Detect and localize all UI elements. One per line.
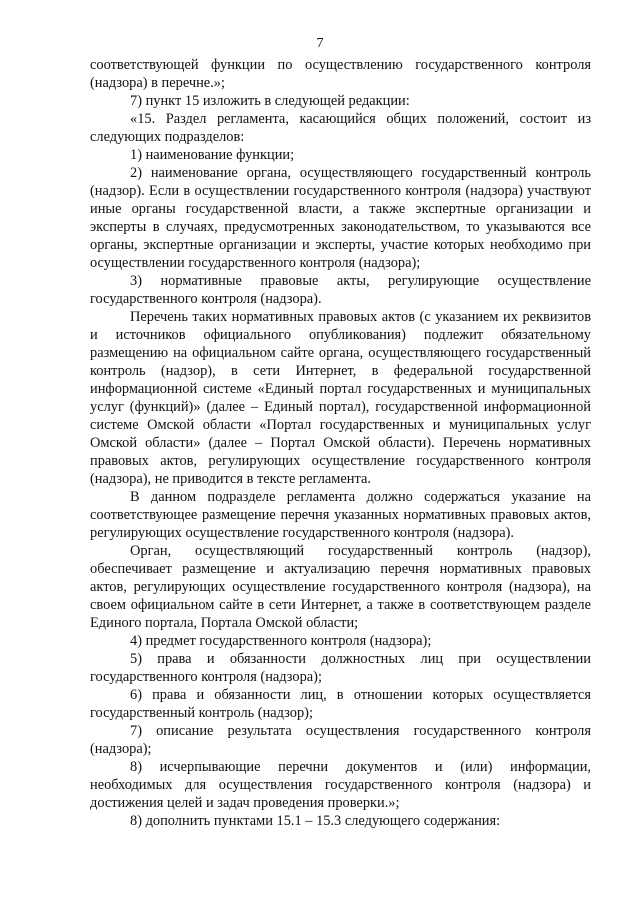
- paragraph-subitem-2: 2) наименование органа, осуществляющего государственный контроль (надзор). Если в осуществлении государственного контроля (надзора) участвуют иные органы государственной власти, а также экспертные организации и эксперты в случаях, предусмотренных законодательством, то указываются все органы, экспертные организации и эксперты, участие которых необходимо при осуществлении государственного контроля (надзора);: [90, 165, 591, 271]
- document-body: [90, 56, 591, 830]
- page-number: 7: [316, 36, 324, 51]
- paragraph-subitem-5: 5) права и обязанности должностных лиц при осуществлении государственного контроля (надзора);: [90, 651, 591, 685]
- paragraph-section-15: «15. Раздел регламента, касающийся общих положений, состоит из следующих подразделов:: [90, 111, 591, 145]
- paragraph-subitem-3: 3) нормативные правовые акты, регулирующие осуществление государственного контроля (надзора).: [90, 273, 591, 307]
- paragraph-subitem-1: 1) наименование функции;: [130, 147, 295, 163]
- paragraph-acts-list: Перечень таких нормативных правовых актов (с указанием их реквизитов и источников официального опубликования) подлежит обязательному размещению на официальном сайте органа, осуществляющего государственный контроль (надзор), в сети Интернет, в федеральной государственной информационной системе «Единый портал государственных и муниципальных услуг (функций)» (далее – Единый портал), государственной информационной системе Омской области «Портал государственных и муниципальных услуг Омской области» (далее – Портал Омской области). Перечень нормативных правовых актов, регулирующих осуществление государственного контроля (надзора), не приводится в тексте регламента.: [90, 309, 591, 487]
- paragraph-subitem-8: 8) исчерпывающие перечни документов и (или) информации, необходимых для осуществления государственного контроля (надзора) и достижения целей и задач проведения проверки.»;: [90, 759, 591, 811]
- paragraph-subitem-4: 4) предмет государственного контроля (надзора);: [130, 633, 432, 649]
- paragraph-subitem-7: 7) описание результата осуществления государственного контроля (надзора);: [90, 723, 591, 757]
- paragraph-item-7: 7) пункт 15 изложить в следующей редакции:: [130, 93, 410, 109]
- paragraph-item-8: 8) дополнить пунктами 15.1 – 15.3 следующего содержания:: [130, 813, 501, 829]
- paragraph-subitem-6: 6) права и обязанности лиц, в отношении которых осуществляется государственный контроль (надзор);: [90, 687, 591, 721]
- paragraph-continuation: соответствующей функции по осуществлению государственного контроля (надзора) в перечне.»;: [90, 57, 591, 91]
- paragraph-placement-note: В данном подразделе регламента должно содержаться указание на соответствующее размещение перечня указанных нормативных правовых актов, регулирующих осуществление государственного контроля (надзора).: [90, 489, 591, 541]
- paragraph-authority-duty: Орган, осуществляющий государственный контроль (надзор), обеспечивает размещение и актуализацию перечня нормативных правовых актов, регулирующих осуществление государственного контроля (надзора), на своем официальном сайте в сети Интернет, а также в соответствующем разделе Единого портала, Портала Омской области;: [90, 543, 591, 631]
